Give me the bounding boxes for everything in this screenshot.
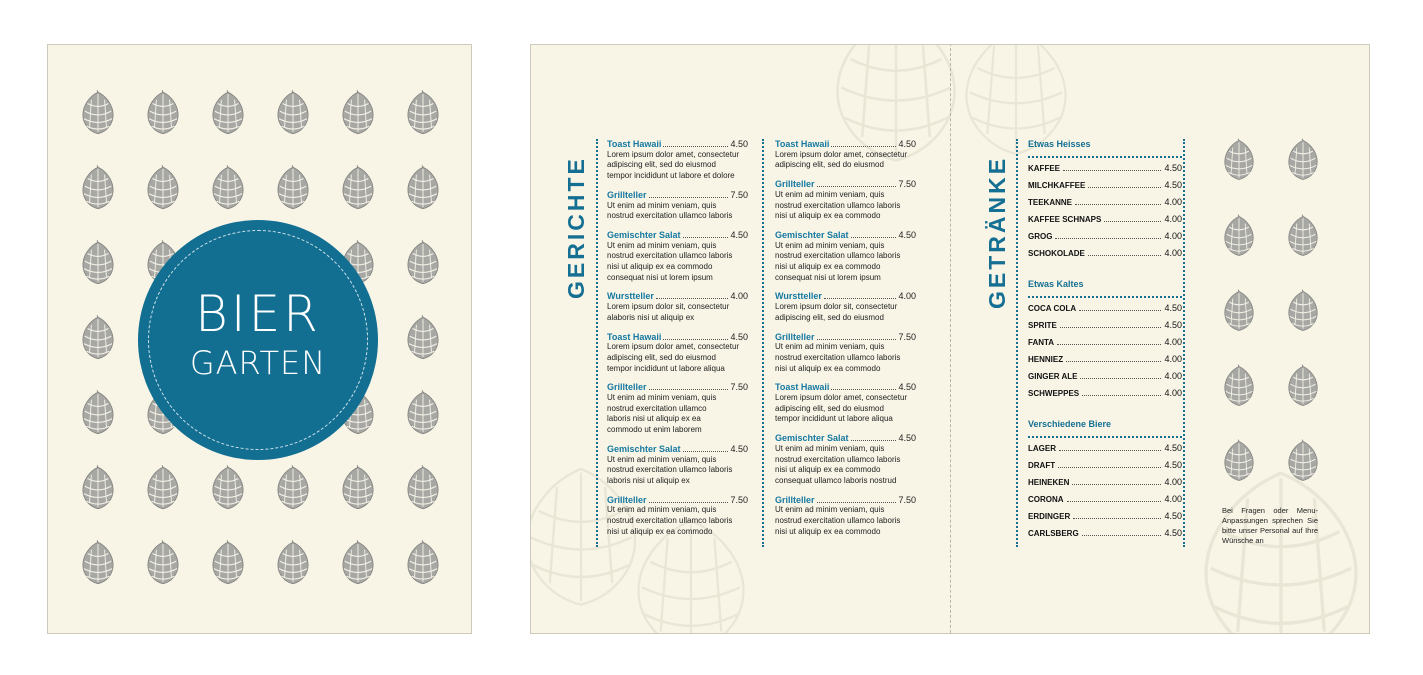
hop-cone-icon xyxy=(406,315,440,361)
dotted-leader xyxy=(1058,467,1161,468)
menu-item xyxy=(775,332,916,375)
hop-cone-icon xyxy=(211,465,245,511)
dotted-leader xyxy=(1088,187,1161,188)
drink-name: ERDINGER xyxy=(1028,512,1071,521)
dotted-leader xyxy=(1075,204,1161,205)
menu-item-price: 7.50 xyxy=(730,189,748,200)
dotted-leader xyxy=(1080,378,1161,379)
menu-item-description: Lorem ipsum dolor sit, consectetur xyxy=(775,302,898,312)
menu-item-description: consequat ullamco laboris nostrud xyxy=(775,475,897,485)
hop-cone-icon xyxy=(406,390,440,436)
menu-item xyxy=(607,190,748,222)
menu-item-price: 4.50 xyxy=(730,331,748,342)
hop-cone-icon xyxy=(81,90,115,136)
menu-item xyxy=(775,230,916,284)
menu-item-name: Toast Hawaii xyxy=(775,139,830,149)
drink-row xyxy=(1028,197,1182,214)
menu-item-header xyxy=(607,291,748,302)
hop-cone-icon xyxy=(1223,213,1255,259)
drink-price: 4.00 xyxy=(1164,214,1182,224)
dotted-leader xyxy=(1057,344,1161,345)
menu-item-description: adipiscing elit, sed do eiusmod xyxy=(607,160,716,170)
menu-item-description: nostrud exercitation ullamco laboris xyxy=(607,516,733,526)
cover-panel xyxy=(47,44,472,634)
hop-cone-icon xyxy=(341,165,375,211)
hop-cone-icon xyxy=(81,540,115,586)
drink-row xyxy=(1028,528,1182,545)
dotted-leader xyxy=(831,146,896,147)
dotted-leader xyxy=(656,298,729,299)
menu-item xyxy=(775,139,916,171)
menu-item-price: 4.00 xyxy=(898,291,916,302)
drink-row xyxy=(1028,494,1182,511)
menu-item-header xyxy=(607,382,748,393)
background-hop-icon xyxy=(1191,465,1370,634)
drink-row xyxy=(1028,443,1182,460)
hop-cone-icon xyxy=(81,465,115,511)
hop-cone-icon xyxy=(1287,288,1319,334)
menu-item-header xyxy=(775,291,916,302)
menu-item-name: Grillteller xyxy=(607,494,647,505)
menu-item xyxy=(607,230,748,284)
menu-item-price: 4.50 xyxy=(898,382,916,393)
menu-item-description: Lorem ipsum dolor amet, consectetur xyxy=(775,149,908,159)
dotted-divider xyxy=(596,139,598,547)
drink-price: 4.00 xyxy=(1164,354,1182,364)
dotted-leader xyxy=(851,440,897,441)
menu-item-description: Ut enim ad minim veniam, quis xyxy=(607,454,717,464)
menu-item-description: nostrud exercitation ullamco laboris xyxy=(775,516,901,526)
drink-price: 4.00 xyxy=(1164,477,1182,487)
menu-item-header xyxy=(607,230,748,241)
menu-item-description: nisi ut aliquip ex ea commodo xyxy=(775,211,881,221)
drink-price: 4.50 xyxy=(1164,163,1182,173)
drink-price: 4.50 xyxy=(1164,460,1182,470)
hop-cone-icon xyxy=(81,165,115,211)
menu-item-name: Toast Hawaii xyxy=(775,382,830,393)
menu-item-name: Toast Hawaii xyxy=(607,139,662,149)
menu-item-description: consequat nisi ut lorem ipsum xyxy=(607,272,713,282)
menu-item-price: 7.50 xyxy=(898,494,916,505)
drink-name: CORONA xyxy=(1028,495,1064,504)
menu-item xyxy=(775,433,916,487)
drink-row xyxy=(1028,163,1182,180)
dotted-leader xyxy=(824,298,897,299)
menu-item xyxy=(775,495,916,538)
dotted-leader xyxy=(649,502,729,503)
menu-item-description: tempor incididunt ut labore aliqua xyxy=(607,363,725,373)
dotted-leader xyxy=(663,146,728,147)
menu-item-description: laboris nisi ut aliquip ex ea xyxy=(607,414,701,424)
drink-name: TEEKANNE xyxy=(1028,198,1073,207)
food-heading: GERICHTE xyxy=(563,156,589,299)
menu-item-price: 4.50 xyxy=(898,433,916,444)
menu-item-name: Grillteller xyxy=(607,382,647,393)
menu-item xyxy=(775,291,916,323)
menu-item xyxy=(607,495,748,538)
hop-cone-icon xyxy=(406,165,440,211)
drink-name: GROG xyxy=(1028,232,1053,241)
drink-price: 4.50 xyxy=(1164,511,1182,521)
drink-name: HEINEKEN xyxy=(1028,478,1070,487)
menu-item-description: Lorem ipsum dolor amet, consectetur xyxy=(607,149,740,159)
hop-cone-icon xyxy=(146,465,180,511)
menu-item-description: Ut enim ad minim veniam, quis xyxy=(607,240,717,250)
hop-cone-icon xyxy=(341,90,375,136)
menu-item xyxy=(607,291,748,323)
hop-cone-icon xyxy=(406,240,440,286)
drink-price: 4.50 xyxy=(1164,180,1182,190)
menu-item-description: Lorem ipsum dolor sit, consectetur xyxy=(607,302,730,312)
hop-cone-icon xyxy=(1287,213,1319,259)
hop-cone-icon xyxy=(1287,363,1319,409)
menu-item-price: 4.00 xyxy=(730,291,748,302)
menu-item-price: 7.50 xyxy=(898,331,916,342)
menu-item-description: Lorem ipsum dolor amet, consectetur xyxy=(607,342,740,352)
drink-row xyxy=(1028,180,1182,197)
menu-item xyxy=(775,382,916,425)
menu-item-header xyxy=(607,190,748,201)
dotted-leader xyxy=(1059,450,1161,451)
dotted-leader xyxy=(1082,535,1162,536)
drink-price: 4.50 xyxy=(1164,320,1182,330)
dotted-leader xyxy=(817,339,897,340)
menu-item-description: Ut enim ad minim veniam, quis xyxy=(775,240,885,250)
drink-price: 4.00 xyxy=(1164,197,1182,207)
menu-item-header xyxy=(775,179,916,190)
hop-cone-icon xyxy=(146,90,180,136)
menu-item-name: Gemischter Salat xyxy=(607,443,681,454)
drink-name: KAFFEE SCHNAPS xyxy=(1028,215,1102,224)
menu-item xyxy=(775,179,916,222)
menu-item-description: adipiscing elit, sed do eiusmod xyxy=(775,312,884,322)
menu-item-description: nisi ut aliquip ex ea commodo xyxy=(607,262,713,272)
drinks-column xyxy=(1028,139,1182,559)
hop-cone-icon xyxy=(211,90,245,136)
hop-cone-icon xyxy=(276,90,310,136)
drink-name: MILCHKAFFEE xyxy=(1028,181,1086,190)
drink-price: 4.00 xyxy=(1164,371,1182,381)
hop-cone-icon xyxy=(1287,438,1319,484)
menu-item-name: Grillteller xyxy=(607,189,647,200)
dotted-leader xyxy=(1063,170,1161,171)
hop-cone-icon xyxy=(341,540,375,586)
menu-item-description: Ut enim ad minim veniam, quis xyxy=(775,189,885,199)
cover-title-garten: GARTEN xyxy=(189,344,327,382)
menu-item-header xyxy=(607,139,748,150)
drink-name: COCA COLA xyxy=(1028,304,1077,313)
drink-name: SCHOKOLADE xyxy=(1028,249,1085,258)
drink-row xyxy=(1028,320,1182,337)
hop-cone-icon xyxy=(276,465,310,511)
menu-item-name: Grillteller xyxy=(775,494,815,505)
menu-item-header xyxy=(775,230,916,241)
menu-item-description: laboris nisi ut aliquip ex xyxy=(607,475,690,485)
menu-spread xyxy=(530,44,1370,634)
menu-item-name: Wurstteller xyxy=(775,291,822,302)
menu-item-price: 7.50 xyxy=(730,382,748,393)
food-column-1 xyxy=(607,139,748,546)
dotted-leader xyxy=(831,389,896,390)
drink-name: CARLSBERG xyxy=(1028,529,1079,538)
menu-item-price: 7.50 xyxy=(898,179,916,190)
menu-item-name: Grillteller xyxy=(775,179,815,190)
menu-item-header xyxy=(775,332,916,343)
menu-item-price: 4.50 xyxy=(898,229,916,240)
dotted-divider xyxy=(762,139,764,547)
menu-item-price: 7.50 xyxy=(730,494,748,505)
drink-price: 4.00 xyxy=(1164,494,1182,504)
hop-cone-icon xyxy=(211,165,245,211)
drink-row xyxy=(1028,371,1182,388)
drinks-section-title: Etwas Kaltes xyxy=(1028,279,1084,289)
hop-cone-icon xyxy=(406,465,440,511)
menu-item-price: 4.50 xyxy=(730,229,748,240)
drink-row xyxy=(1028,388,1182,405)
menu-item-description: tempor incididunt ut labore aliqua xyxy=(775,414,893,424)
menu-item-description: nostrud exercitation ullamco laboris xyxy=(607,211,733,221)
menu-item-name: Gemischter Salat xyxy=(607,229,681,240)
drink-row xyxy=(1028,337,1182,354)
menu-item-description: commodo ut enim laborem xyxy=(607,425,702,435)
menu-item-description: nisi ut aliquip ex ea commodo xyxy=(775,526,881,536)
drink-row xyxy=(1028,231,1182,248)
drink-row xyxy=(1028,477,1182,494)
drink-price: 4.50 xyxy=(1164,303,1182,313)
dotted-leader xyxy=(1104,221,1161,222)
menu-item-description: nostrud exercitation ullamco laboris xyxy=(607,465,733,475)
menu-item xyxy=(607,382,748,436)
dotted-leader xyxy=(1066,361,1161,362)
drink-row xyxy=(1028,460,1182,477)
menu-item-description: Ut enim ad minim veniam, quis xyxy=(775,342,885,352)
drinks-section xyxy=(1028,139,1182,265)
menu-item-description: adipiscing elit, sed do eiusmod xyxy=(775,403,884,413)
drink-price: 4.50 xyxy=(1164,443,1182,453)
menu-item-description: adipiscing elit, sed do eiusmod xyxy=(775,160,884,170)
dotted-leader xyxy=(1072,484,1161,485)
dotted-leader xyxy=(1082,395,1161,396)
drink-price: 4.00 xyxy=(1164,337,1182,347)
menu-item-header xyxy=(775,382,916,393)
drink-price: 4.00 xyxy=(1164,231,1182,241)
hop-cone-icon xyxy=(1223,288,1255,334)
menu-item-header xyxy=(775,139,916,150)
hop-cone-icon xyxy=(406,540,440,586)
hop-cone-icon xyxy=(276,540,310,586)
menu-item-description: nostrud exercitation ullamco laboris xyxy=(775,251,901,261)
dotted-leader xyxy=(851,237,897,238)
menu-item-description: Ut enim ad minim veniam, quis xyxy=(775,505,885,515)
drinks-section-title: Verschiedene Biere xyxy=(1028,419,1112,429)
dotted-leader xyxy=(663,339,728,340)
menu-item-description: consequat nisi ut lorem ipsum xyxy=(775,272,881,282)
dotted-leader xyxy=(683,237,729,238)
dotted-leader xyxy=(649,389,729,390)
menu-item-description: nostrud exercitation ullamco laboris xyxy=(775,200,901,210)
menu-item-price: 4.50 xyxy=(730,443,748,454)
menu-item xyxy=(607,444,748,487)
hop-cone-icon xyxy=(276,165,310,211)
dotted-divider xyxy=(1183,139,1185,547)
dotted-leader xyxy=(1073,518,1161,519)
drink-row xyxy=(1028,354,1182,371)
menu-item-description: nostrud exercitation ullamco laboris xyxy=(775,352,901,362)
hop-cone-icon xyxy=(1223,363,1255,409)
drinks-section xyxy=(1028,419,1182,545)
title-circle xyxy=(138,220,378,460)
hop-cone-icon xyxy=(81,315,115,361)
menu-item-header xyxy=(775,495,916,506)
drink-price: 4.00 xyxy=(1164,388,1182,398)
food-column-2 xyxy=(775,139,916,546)
menu-item-description: nisi ut aliquip ex ea commodo xyxy=(607,526,713,536)
dotted-leader xyxy=(817,502,897,503)
menu-item-name: Grillteller xyxy=(775,331,815,342)
hop-cone-icon xyxy=(1287,137,1319,183)
drinks-section-title: Etwas Heisses xyxy=(1028,139,1091,149)
menu-item-description: Lorem ipsum dolor amet, consectetur xyxy=(775,393,908,403)
dotted-leader xyxy=(649,197,729,198)
drink-name: SCHWEPPES xyxy=(1028,389,1080,398)
drinks-heading: GETRÄNKE xyxy=(984,155,1010,309)
menu-item-description: nisi ut aliquip ex ea commodo xyxy=(775,262,881,272)
drink-row xyxy=(1028,248,1182,265)
drink-row xyxy=(1028,511,1182,528)
drink-price: 4.00 xyxy=(1164,248,1182,258)
dotted-divider xyxy=(1016,139,1018,547)
hop-cone-icon xyxy=(81,390,115,436)
drink-name: GINGER ALE xyxy=(1028,372,1078,381)
drink-name: DRAFT xyxy=(1028,461,1056,470)
dotted-separator xyxy=(1028,156,1182,158)
service-note: Bei Fragen oder Menu-Anpassungen sprechen Sie bitte unser Personal auf Ihre Wünsche an xyxy=(1222,506,1318,545)
drink-name: FANTA xyxy=(1028,338,1055,347)
dotted-leader xyxy=(817,186,897,187)
hop-cone-icon xyxy=(341,465,375,511)
drink-name: KAFFEE xyxy=(1028,164,1060,173)
drink-row xyxy=(1028,214,1182,231)
menu-item-description: Ut enim ad minim veniam, quis xyxy=(607,393,717,403)
dotted-leader xyxy=(1079,310,1161,311)
dotted-leader xyxy=(1067,501,1162,502)
menu-item-description: adipiscing elit, sed do eiusmod xyxy=(607,352,716,362)
menu-item-description: nisi ut aliquip ex ea commodo xyxy=(775,465,881,475)
hop-cone-icon xyxy=(406,90,440,136)
drink-row xyxy=(1028,303,1182,320)
hop-cone-icon xyxy=(146,540,180,586)
dotted-leader xyxy=(1088,255,1162,256)
hop-cone-icon xyxy=(146,165,180,211)
hop-cone-icon xyxy=(211,540,245,586)
cover-title-bier: BIER xyxy=(195,285,321,343)
menu-item-description: alaboris nisi ut aliquip ex xyxy=(607,312,695,322)
menu-item-description: nisi ut aliquip ex ea commodo xyxy=(775,363,881,373)
menu-item-price: 4.50 xyxy=(730,139,748,149)
menu-item-description: Ut enim ad minim veniam, quis xyxy=(607,505,717,515)
drink-name: SPRITE xyxy=(1028,321,1057,330)
menu-item-description: Ut enim ad minim veniam, quis xyxy=(607,200,717,210)
menu-item-header xyxy=(607,444,748,455)
menu-item-description: nostrud exercitation ullamco xyxy=(607,403,707,413)
hop-cone-icon xyxy=(1223,438,1255,484)
menu-item-description: Ut enim ad minim veniam, quis xyxy=(775,443,885,453)
menu-item-description: nostrud exercitation ullamco laboris xyxy=(607,251,733,261)
drinks-section xyxy=(1028,279,1182,405)
drink-price: 4.50 xyxy=(1164,528,1182,538)
menu-item-name: Wurstteller xyxy=(607,291,654,302)
menu-item-header xyxy=(775,433,916,444)
dotted-leader xyxy=(683,451,729,452)
menu-item-description: nostrud exercitation ullamco laboris xyxy=(775,454,901,464)
menu-item-description: tempor incididunt ut labore et dolore xyxy=(607,171,735,181)
drink-name: LAGER xyxy=(1028,444,1056,453)
dotted-leader xyxy=(1060,327,1162,328)
fold-line xyxy=(950,44,951,634)
menu-item xyxy=(607,139,748,182)
menu-item-header xyxy=(607,332,748,343)
menu-item-name: Gemischter Salat xyxy=(775,433,849,444)
hop-cone-icon xyxy=(1223,137,1255,183)
dotted-separator xyxy=(1028,296,1182,298)
menu-item xyxy=(607,332,748,375)
dotted-leader xyxy=(1055,238,1161,239)
hop-cone-icon xyxy=(81,240,115,286)
drink-name: HENNIEZ xyxy=(1028,355,1064,364)
menu-item-name: Toast Hawaii xyxy=(607,331,662,342)
dotted-separator xyxy=(1028,436,1182,438)
menu-item-name: Gemischter Salat xyxy=(775,229,849,240)
menu-item-header xyxy=(607,495,748,506)
menu-item-price: 4.50 xyxy=(898,139,916,149)
